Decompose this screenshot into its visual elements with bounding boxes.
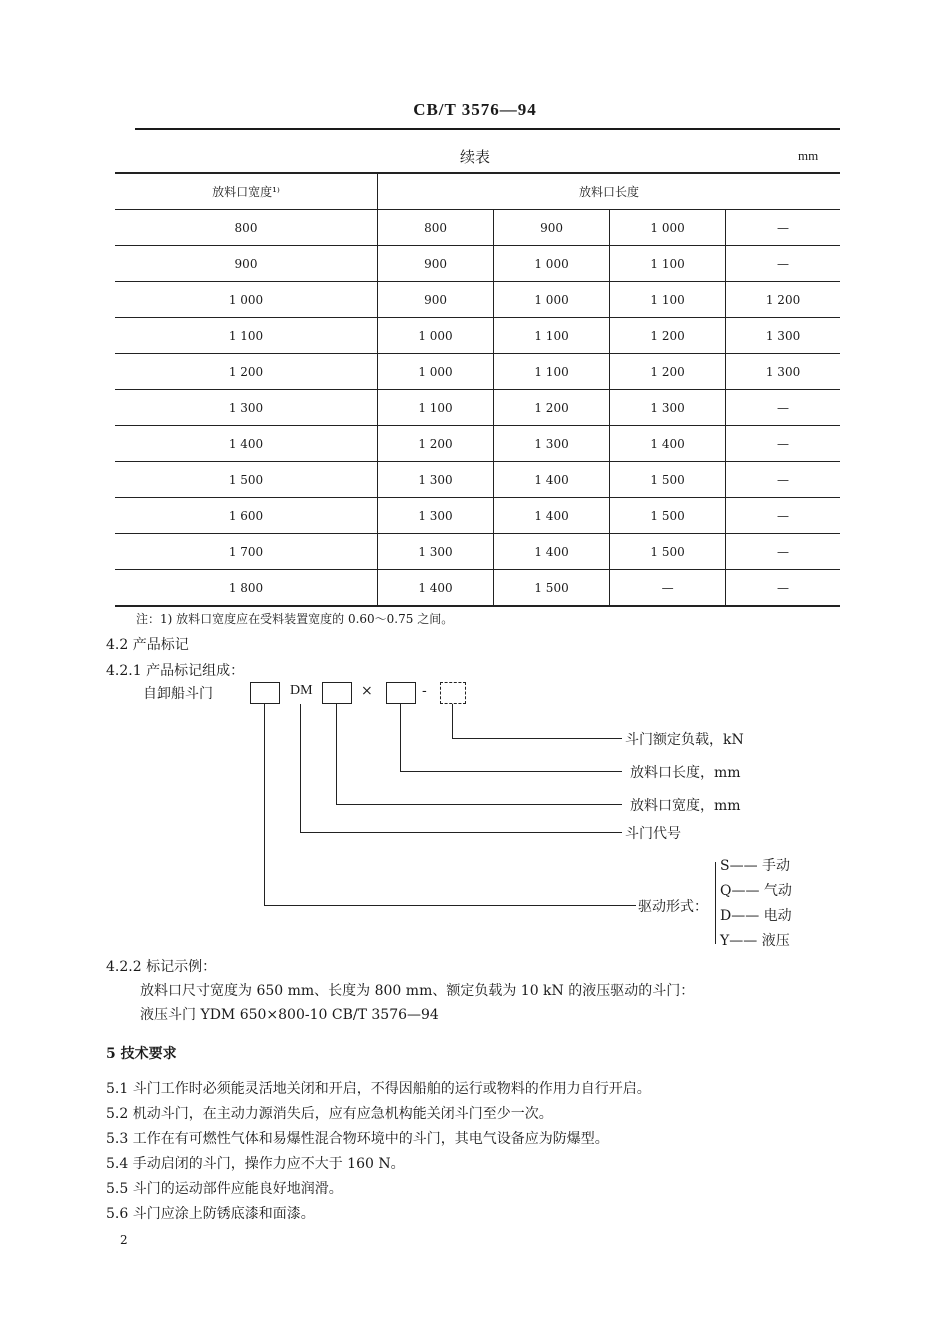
length-cell: 1 000 (378, 354, 494, 390)
length-cell: — (726, 498, 840, 534)
length-cell: 1 100 (494, 318, 610, 354)
label-door-code: 斗门代号 (625, 826, 681, 842)
section-4-2-1-title: 4.2.1 产品标记组成： (106, 663, 245, 679)
length-cell: — (726, 570, 840, 607)
requirement-5-3: 5.3 工作在有可燃性气体和易爆性混合物环境中的斗门，其电气设备应为防爆型。 (106, 1131, 609, 1147)
requirement-5-5: 5.5 斗门的运动部件应能良好地润滑。 (106, 1181, 343, 1197)
length-cell: — (726, 210, 840, 246)
width-cell: 1 800 (115, 570, 378, 607)
length-column-header: 放料口长度 (378, 173, 841, 210)
requirement-5-1: 5.1 斗门工作时必须能灵活地关闭和开启，不得因船舶的运行或物料的作用力自行开启。 (106, 1081, 651, 1097)
leader-code-h (300, 832, 622, 833)
hyphen-sign: - (422, 683, 427, 699)
length-cell: 1 300 (610, 390, 726, 426)
length-cell: 1 000 (494, 246, 610, 282)
example-marking: 液压斗门 YDM 650×800-10 CB/T 3576—94 (140, 1007, 439, 1023)
width-cell: 1 100 (115, 318, 378, 354)
drive-option-s: S—— 手动 (720, 858, 791, 874)
width-box (322, 682, 352, 704)
length-box (386, 682, 416, 704)
times-sign: × (361, 683, 373, 699)
length-cell: 1 500 (610, 534, 726, 570)
width-cell: 1 000 (115, 282, 378, 318)
table-row (115, 246, 840, 282)
width-cell: 900 (115, 246, 378, 282)
length-cell: 1 000 (494, 282, 610, 318)
header-rule (135, 128, 840, 130)
dimension-table (115, 172, 840, 607)
length-cell: — (726, 426, 840, 462)
marking-prefix: 自卸船斗门 (143, 686, 213, 702)
length-cell: 900 (378, 246, 494, 282)
table-row (115, 282, 840, 318)
door-code-dm: DM (290, 683, 313, 698)
table-note: 注：1) 放料口宽度应在受料装置宽度的 0.60～0.75 之间。 (136, 612, 454, 626)
requirement-5-6: 5.6 斗门应涂上防锈底漆和面漆。 (106, 1206, 315, 1222)
table-row (115, 210, 840, 246)
length-cell: 1 300 (726, 354, 840, 390)
table-row (115, 498, 840, 534)
label-outlet-length: 放料口长度，mm (630, 765, 741, 781)
label-rated-load: 斗门额定负载，kN (625, 732, 744, 748)
leader-drive-h (264, 905, 636, 906)
table-row (115, 318, 840, 354)
length-cell: 900 (494, 210, 610, 246)
length-cell: 1 300 (378, 462, 494, 498)
requirement-5-4: 5.4 手动启闭的斗门，操作力应不大于 160 N。 (106, 1156, 405, 1172)
width-cell: 1 200 (115, 354, 378, 390)
table-unit: mm (798, 148, 819, 163)
requirement-5-2: 5.2 机动斗门，在主动力源消失后，应有应急机构能关闭斗门至少一次。 (106, 1106, 553, 1122)
length-cell: 1 300 (378, 534, 494, 570)
leader-width-v (336, 704, 337, 804)
length-cell: — (726, 246, 840, 282)
drive-option-d: D—— 电动 (720, 908, 792, 924)
length-cell: 1 200 (378, 426, 494, 462)
label-drive-type: 驱动形式： (638, 899, 708, 915)
section-4-2-title: 4.2 产品标记 (106, 637, 189, 653)
length-cell: 1 100 (610, 246, 726, 282)
table-row (115, 570, 840, 607)
length-cell: 1 000 (610, 210, 726, 246)
width-column-header: 放料口宽度¹⁾ (115, 173, 378, 210)
width-cell: 1 700 (115, 534, 378, 570)
width-cell: 1 400 (115, 426, 378, 462)
length-cell: 1 400 (378, 570, 494, 607)
example-text: 放料口尺寸宽度为 650 mm、长度为 800 mm、额定负载为 10 kN 的液压驱动的斗门： (140, 983, 695, 999)
section-4-2-2-title: 4.2.2 标记示例： (106, 959, 217, 975)
length-cell: 1 300 (726, 318, 840, 354)
drive-option-q: Q—— 气动 (720, 883, 792, 899)
leader-load-v (452, 704, 453, 738)
length-cell: 1 000 (378, 318, 494, 354)
table-row (115, 462, 840, 498)
length-cell: 1 300 (494, 426, 610, 462)
width-cell: 1 600 (115, 498, 378, 534)
standard-code: CB/T 3576—94 (413, 100, 537, 119)
table-row (115, 426, 840, 462)
length-cell: 1 400 (494, 498, 610, 534)
drive-type-box (250, 682, 280, 704)
label-outlet-width: 放料口宽度，mm (630, 798, 741, 814)
table-row (115, 354, 840, 390)
length-cell: 1 400 (494, 462, 610, 498)
length-cell: 1 100 (378, 390, 494, 426)
width-cell: 1 500 (115, 462, 378, 498)
page-number: 2 (120, 1233, 128, 1247)
length-cell: — (610, 570, 726, 607)
table-row (115, 390, 840, 426)
length-cell: 1 500 (610, 498, 726, 534)
length-cell: — (726, 390, 840, 426)
section-5-title: 5 技术要求 (106, 1046, 177, 1062)
length-cell: 1 400 (494, 534, 610, 570)
length-cell: — (726, 534, 840, 570)
length-cell: 1 200 (726, 282, 840, 318)
length-cell: 1 100 (494, 354, 610, 390)
length-cell: 1 400 (610, 426, 726, 462)
leader-length-h (400, 771, 622, 772)
length-cell: — (726, 462, 840, 498)
length-cell: 800 (378, 210, 494, 246)
leader-code-v (300, 704, 301, 832)
length-cell: 1 300 (378, 498, 494, 534)
leader-load-h (452, 738, 622, 739)
drive-brace (715, 862, 716, 944)
length-cell: 1 200 (494, 390, 610, 426)
leader-drive-v (264, 704, 265, 905)
length-cell: 1 500 (610, 462, 726, 498)
leader-width-h (336, 804, 622, 805)
length-cell: 900 (378, 282, 494, 318)
length-cell: 1 200 (610, 318, 726, 354)
width-cell: 1 300 (115, 390, 378, 426)
width-cell: 800 (115, 210, 378, 246)
length-cell: 1 100 (610, 282, 726, 318)
length-cell: 1 500 (494, 570, 610, 607)
length-cell: 1 200 (610, 354, 726, 390)
table-row (115, 534, 840, 570)
load-box (440, 682, 466, 704)
table-caption: 续表 (459, 148, 490, 166)
leader-length-v (400, 704, 401, 771)
drive-option-y: Y—— 液压 (720, 933, 790, 949)
